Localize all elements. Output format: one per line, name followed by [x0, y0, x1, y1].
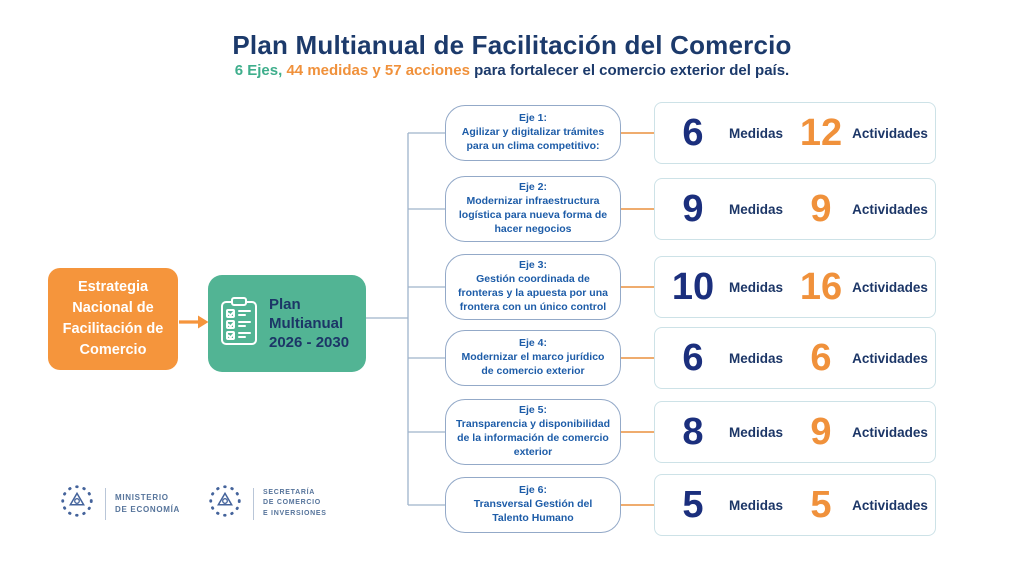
actividades-label: Actividades: [852, 350, 928, 366]
medidas-label: Medidas: [728, 424, 783, 440]
plan-multianual-box: [208, 275, 366, 372]
el-salvador-seal-icon: [206, 482, 244, 525]
eje-6-desc: Transversal Gestión del Talento Humano: [473, 498, 593, 524]
stat-link-lines: [621, 133, 654, 505]
plan-multianual-label: Plan Multianual 2026 - 2030: [269, 295, 350, 352]
eje-3-actividades-count: 16: [799, 265, 843, 308]
medidas-label: Medidas: [728, 125, 783, 141]
eje-5-desc: Transparencia y disponibilidad de la información de comercio exterior: [455, 418, 611, 458]
medidas-label: Medidas: [728, 350, 783, 366]
ministerio-economia-logo: [58, 482, 180, 525]
actividades-label: Actividades: [852, 497, 928, 513]
eje-2-actividades-count: 9: [810, 187, 832, 230]
el-salvador-seal-icon: [58, 482, 96, 525]
footer-logos: [58, 482, 327, 525]
subtitle-medidas-acciones-count: 44 medidas y 57 acciones: [282, 62, 470, 79]
eje-2-box: [445, 176, 621, 242]
ministerio-economia-label: MINISTERIO DE ECONOMÍA: [115, 492, 181, 514]
eje-1-desc: Agilizar y digitalizar trámites para un clima competitivo:: [461, 126, 605, 152]
eje-4-desc: Modernizar el marco jurídico de comercio exterior: [461, 351, 605, 377]
eje-6-medidas-count: 5: [682, 483, 704, 526]
eje-2-title: Eje 2:: [518, 181, 547, 194]
medidas-label: Medidas: [728, 279, 783, 295]
eje-5-medidas-count: 8: [682, 410, 704, 453]
eje-5-stats-box: [654, 401, 936, 463]
eje-4-actividades-count: 6: [810, 336, 832, 379]
eje-3-medidas-count: 10: [671, 265, 715, 308]
eje-3-desc: Gestión coordinada de fronteras y la apuesta por una frontera con un único control: [458, 273, 608, 313]
eje-2-stats-box: [654, 178, 936, 240]
medidas-label: Medidas: [728, 201, 783, 217]
actividades-label: Actividades: [852, 424, 928, 440]
eje-6-box: [445, 477, 621, 533]
logo-divider: [105, 488, 106, 520]
eje-6-actividades-count: 5: [810, 483, 832, 526]
clipboard-checklist-icon: [218, 295, 260, 352]
subtitle-ejes-count: 6 Ejes,: [234, 62, 283, 79]
eje-2-desc: Modernizar infraestructura logística para nueva forma de hacer negocios: [458, 195, 608, 235]
eje-3-box: [445, 254, 621, 320]
flow-arrow-icon: [179, 316, 209, 329]
eje-3-title: Eje 3:: [518, 259, 547, 272]
estrategia-nacional-box: Estrategia Nacional de Facilitación de Comercio: [48, 268, 178, 370]
eje-4-stats-box: [654, 327, 936, 389]
eje-4-title: Eje 4:: [518, 337, 547, 350]
subtitle-tail: para fortalecer el comercio exterior del país.: [469, 62, 790, 79]
eje-1-medidas-count: 6: [682, 111, 704, 154]
actividades-label: Actividades: [852, 201, 928, 217]
eje-5-actividades-count: 9: [810, 410, 832, 453]
eje-4-medidas-count: 6: [682, 336, 704, 379]
page-subtitle: [0, 62, 1024, 79]
eje-5-box: [445, 399, 621, 465]
eje-6-title: Eje 6:: [518, 484, 547, 497]
actividades-label: Actividades: [852, 125, 928, 141]
page-title: Plan Multianual de Facilitación del Comercio: [232, 30, 792, 60]
eje-2-medidas-count: 9: [682, 187, 704, 230]
eje-1-actividades-count: 12: [799, 111, 843, 154]
eje-6-stats-box: [654, 474, 936, 536]
eje-5-title: Eje 5:: [518, 404, 547, 417]
secretaria-comercio-logo: [206, 482, 327, 525]
eje-1-stats-box: [654, 102, 936, 164]
eje-4-box: [445, 330, 621, 386]
logo-divider: [253, 488, 254, 520]
tree-branch-lines: [366, 133, 445, 505]
actividades-label: Actividades: [852, 279, 928, 295]
medidas-label: Medidas: [728, 497, 783, 513]
eje-1-box: [445, 105, 621, 161]
secretaria-comercio-label: SECRETARÍA DE COMERCIO E INVERSIONES: [263, 489, 327, 517]
eje-3-stats-box: [654, 256, 936, 318]
eje-1-title: Eje 1:: [518, 112, 547, 125]
